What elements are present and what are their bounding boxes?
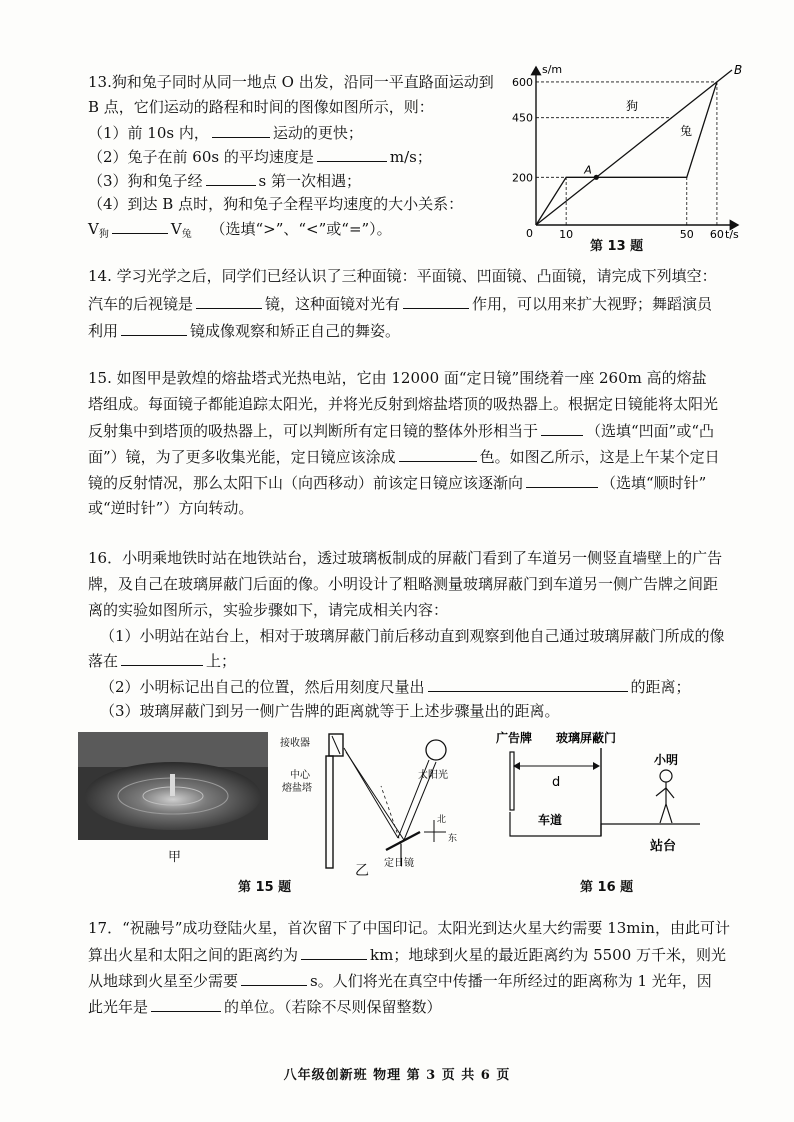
answer-blank[interactable]	[206, 170, 256, 186]
answer-blank[interactable]	[196, 293, 262, 309]
q13-line2: B 点，它们运动的路程和时间的图像如图所示，则：	[88, 98, 434, 116]
x-axis-label: t/s	[725, 228, 739, 241]
sun-icon	[426, 740, 446, 760]
subway-diagram	[494, 726, 730, 856]
q15-line1: 15. 如图甲是敦煌的熔盐塔式光热电站，它由 12000 面“定日镜”围绕着一座 260m 高的熔盐	[88, 369, 707, 387]
answer-blank[interactable]	[212, 122, 270, 138]
q17-line1: 17．“祝融号”成功登陆火星，首次留下了中国印记。太阳光到达火星大约需要 13min，由此可计	[88, 919, 730, 937]
q13-item3: （3）狗和兔子经 s 第一次相遇；	[88, 172, 362, 190]
diagram-label-yi: 乙	[355, 863, 369, 879]
q16-step1: （1）小明站在站台上，相对于玻璃屏蔽门前后移动直到观察到他自己通过玻璃屏蔽门所成的像	[100, 627, 725, 645]
power-station-photo	[78, 732, 268, 840]
north-label: 北	[437, 815, 447, 825]
person-leg	[660, 804, 666, 823]
q15-line5: 镜的反射情况，那么太阳下山（向西移动）前该定日镜应该逐渐向 （选填“顺时针”	[88, 474, 707, 492]
point-a-marker	[594, 175, 599, 180]
incident-ray	[398, 760, 429, 838]
q15-line6: 或“逆时针”）方向转动。	[88, 499, 254, 517]
tower-label-1: 中心	[290, 770, 310, 781]
billboard-label: 广告牌	[496, 731, 533, 745]
person-arm	[666, 788, 674, 798]
person-head	[660, 770, 672, 782]
q13-item2: （2）兔子在前 60s 的平均速度是 m/s；	[88, 148, 432, 166]
rabbit-label: 兔	[680, 124, 693, 138]
q16-line1: 16．小明乘地铁时站在地铁站台，透过玻璃板制成的屏蔽门看到了车道另一侧竖直墙壁上的广告	[88, 549, 723, 567]
q16-line2: 牌，及自己在玻璃屏蔽门后面的像。小明设计了粗略测量玻璃屏蔽门到车道另一侧广告牌之间距	[88, 575, 719, 593]
answer-blank[interactable]	[526, 472, 598, 488]
answer-blank[interactable]	[121, 650, 203, 666]
distance-label: d	[552, 775, 561, 790]
q15-line2: 塔组成。每面镜子都能追踪太阳光，并将光反射到熔盐塔顶的吸热器上。根据定日镜能将太阳光	[88, 395, 719, 413]
figure-15-caption: 第 15 题	[238, 880, 292, 895]
dog-series-line	[536, 70, 732, 225]
heliostat-diagram	[280, 726, 486, 876]
answer-blank[interactable]	[301, 944, 367, 960]
answer-blank[interactable]	[403, 293, 469, 309]
track-label: 车道	[538, 813, 563, 827]
person-label: 小明	[654, 753, 679, 767]
answer-blank[interactable]	[399, 446, 477, 462]
point-b-label: B	[734, 63, 743, 77]
person-arm	[656, 788, 666, 796]
q13-line1: 13.狗和兔子同时从同一地点 O 出发，沿同一平直路面运动到	[88, 73, 494, 91]
q16-line3: 离的实验如图所示，实验步骤如下，请完成相关内容：	[88, 601, 449, 619]
tower-label-2: 熔盐塔	[282, 783, 312, 794]
distance-time-graph	[512, 55, 750, 255]
origin-label: 0	[526, 227, 533, 240]
q16-step1-cont: 落在 上；	[88, 652, 237, 670]
answer-blank[interactable]	[317, 146, 387, 162]
figure-16-caption: 第 16 题	[580, 880, 634, 895]
q14-line3: 利用 镜成像观察和矫正自己的舞姿。	[88, 322, 401, 340]
sunlight-label: 太阳光	[418, 770, 448, 781]
page-footer: 八年级创新班 物理 第 3 页 共 6 页	[283, 1068, 511, 1083]
q16-step3: （3）玻璃屏蔽门到另一侧广告牌的距离就等于上述步骤量出的距离。	[100, 702, 560, 720]
dog-label: 狗	[626, 99, 639, 113]
q16-step2: （2）小明标记出自己的位置，然后用刻度尺量出 的距离；	[100, 678, 691, 696]
billboard	[510, 752, 514, 810]
tick-label: 10	[559, 228, 574, 241]
point-a-label: A	[584, 163, 592, 177]
platform-label: 站台	[650, 839, 677, 854]
door-label: 玻璃屏蔽门	[556, 731, 617, 745]
q13-item4: （4）到达 B 点时，狗和兔子全程平均速度的大小关系：	[88, 195, 464, 213]
tick-label: 200	[512, 171, 533, 185]
person-leg	[666, 804, 672, 823]
answer-blank[interactable]	[241, 970, 307, 986]
q17-line3: 从地球到火星至少需要 s。人们将光在真空中传播一年所经过的距离称为 1 光年，因	[88, 972, 712, 990]
answer-blank[interactable]	[151, 996, 221, 1012]
q17-line4: 此光年是 的单位。（若除不尽则保留整数）	[88, 998, 442, 1016]
answer-blank[interactable]	[121, 320, 187, 336]
tick-label: 50	[679, 228, 694, 241]
q15-line3: 反射集中到塔顶的吸热器上，可以判断所有定日镜的整体外形相当于 （选填“凹面”或“凸	[88, 422, 715, 440]
y-axis-label: s/m	[542, 63, 563, 76]
q17-line2: 算出火星和太阳之间的距离约为 km；地球到火星的最近距离约为 5500 万千米，则光	[88, 946, 727, 964]
answer-blank[interactable]	[541, 420, 583, 436]
tick-label: 450	[512, 111, 533, 125]
receiver-label: 接收器	[280, 738, 310, 749]
east-label: 东	[448, 834, 458, 844]
heliostat-mirror	[386, 832, 420, 850]
salt-tower	[326, 756, 333, 868]
answer-blank[interactable]	[112, 218, 168, 234]
photo-label-jia: 甲	[168, 850, 182, 865]
answer-blank[interactable]	[428, 676, 628, 692]
q15-line4: 面”）镜，为了更多收集光能，定日镜应该涂成 色。如图乙所示，这是上午某个定日	[88, 448, 720, 466]
q13-item1: （1）前 10s 内， 运动的更快；	[88, 124, 363, 142]
figure-13-caption: 第 13 题	[590, 239, 644, 254]
q13-item5: $V_狗$ $V_兔$ （选填“>”、“<”或“=”）。	[88, 220, 392, 240]
tick-label: 60	[709, 228, 724, 241]
q14-line1: 14. 学习光学之后，同学们已经认识了三种面镜：平面镜、凹面镜、凸面镜，请完成下列填空：	[88, 267, 717, 285]
receiver-hatch	[332, 736, 340, 754]
q14-line2: 汽车的后视镜是 镜，这种面镜对光有 作用，可以用来扩大视野；舞蹈演员	[88, 295, 713, 313]
tick-label: 600	[512, 75, 533, 89]
mirror-label: 定日镜	[384, 858, 414, 869]
